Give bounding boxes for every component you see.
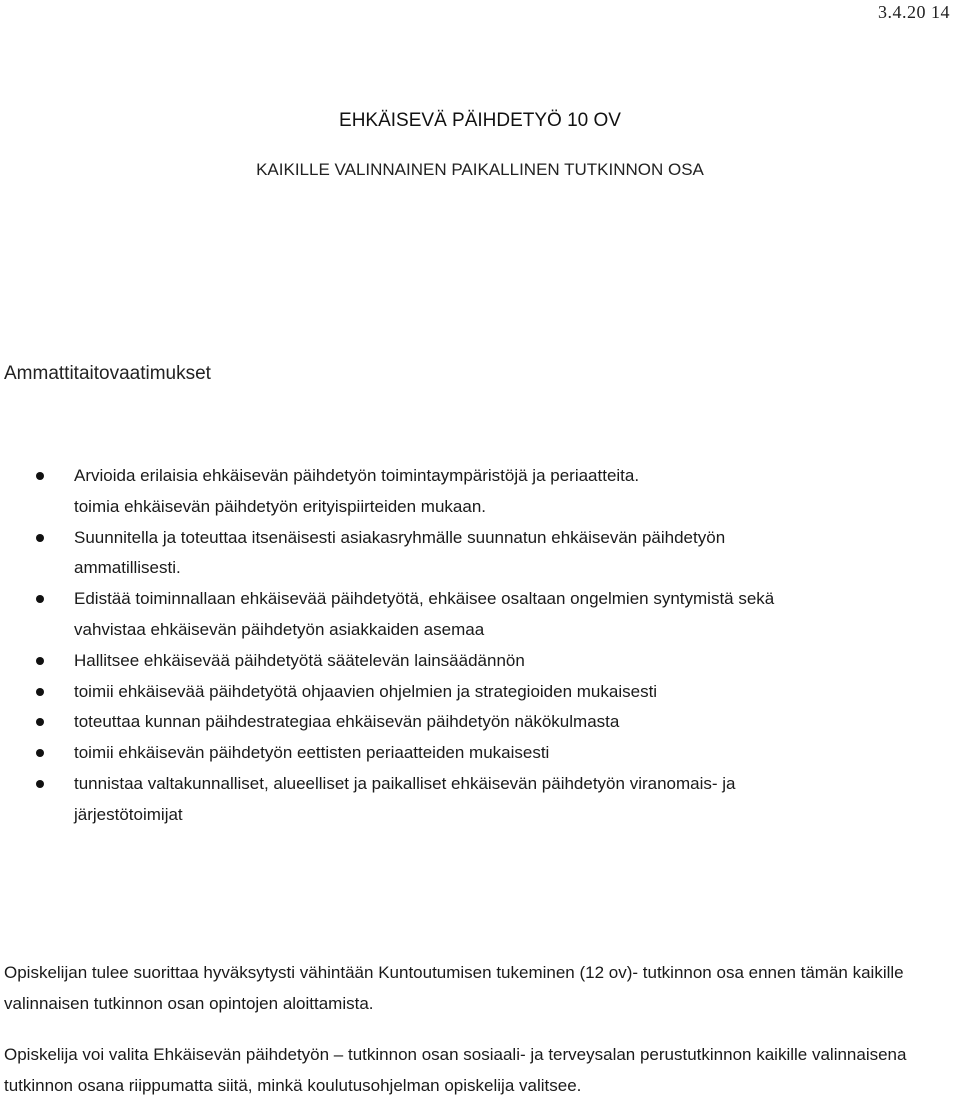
list-item — [0, 707, 950, 738]
list-item-continuation: vahvistaa ehkäisevän päihdetyön asiakkaiden asemaa — [74, 619, 485, 639]
list-item — [0, 523, 950, 585]
list-item-text: Arvioida erilaisia ehkäisevän päihdetyön toimintaympäristöjä ja periaatteita. — [74, 466, 640, 485]
list-item-text: toimii ehkäisevää päihdetyötä ohjaavien ohjelmien ja strategioiden mukaisesti — [74, 681, 658, 701]
list-item — [0, 461, 950, 523]
bullet-icon — [36, 749, 44, 757]
list-item — [0, 677, 950, 708]
bullet-icon — [36, 534, 44, 542]
list-item-text: toteuttaa kunnan päihdestrategiaa ehkäisevän päihdetyön näkökulmasta — [74, 712, 620, 732]
bullet-icon — [36, 657, 44, 665]
list-item-text: tunnistaa valtakunnalliset, alueelliset ja paikalliset ehkäisevän päihdetyön viranomais- ja — [74, 773, 736, 793]
bullet-icon — [36, 718, 44, 726]
document-date: 3.4.20 14 — [878, 2, 950, 22]
list-item — [0, 738, 950, 769]
list-item-text: Edistää toiminnallaan ehkäisevää päihdetyötä, ehkäisee osaltaan ongelmien syntymistä sekä — [74, 589, 775, 609]
list-item-text: Suunnitella ja toteuttaa itsenäisesti asiakasryhmälle suunnatun ehkäisevän päihdetyön — [74, 527, 726, 547]
section-heading: Ammattitaitovaatimukset — [4, 363, 211, 384]
list-item-continuation: järjestötoimijat — [74, 804, 183, 824]
document-title: EHKÄISEVÄ PÄIHDETYÖ 10 OV — [339, 110, 621, 131]
selection-paragraph: Opiskelija voi valita Ehkäisevän päihdetyön – tutkinnon osan sosiaali- ja terveysalan perustutkinnon kaikille valinnaisena tutkinnon osana riippumatta siitä, minkä koulutusohjelman opiskelija valitsee. — [4, 1045, 907, 1095]
document-subtitle: KAIKILLE VALINNAINEN PAIKALLINEN TUTKINNON OSA — [256, 160, 704, 179]
list-item-text: toimii ehkäisevän päihdetyön eettisten periaatteiden mukaisesti — [74, 743, 550, 763]
bullet-icon — [36, 688, 44, 696]
bullet-icon — [36, 595, 44, 603]
prerequisite-paragraph: Opiskelijan tulee suorittaa hyväksytysti vähintään Kuntoutumisen tukeminen (12 ov)- tutkinnon osa ennen tämän kaikille valinnaisen tutkinnon osan opintojen aloittamista. — [4, 963, 904, 1013]
list-item-continuation: toimia ehkäisevän päihdetyön erityispiirteiden mukaan. — [74, 496, 487, 516]
list-item — [0, 646, 950, 677]
list-item — [0, 769, 950, 831]
bullet-icon — [36, 472, 44, 480]
list-item-text: Hallitsee ehkäisevää päihdetyötä säätelevän lainsäädännön — [74, 650, 525, 670]
requirements-list — [0, 461, 950, 831]
list-item-continuation: ammatillisesti. — [74, 558, 181, 578]
list-item — [0, 584, 950, 646]
bullet-icon — [36, 780, 44, 788]
